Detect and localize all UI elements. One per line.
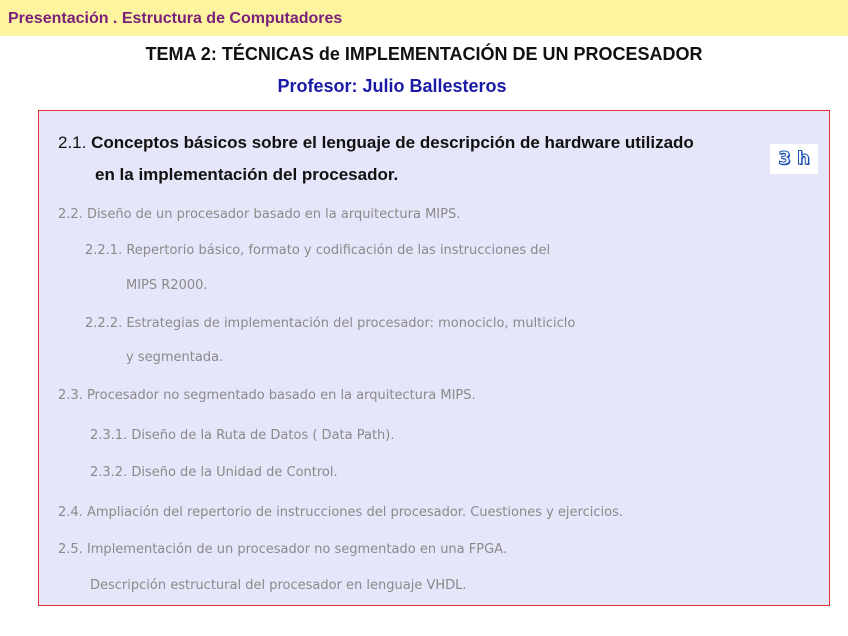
item-2-5-continued: Descripción estructural del procesador en lenguaje VHDL. (90, 578, 467, 593)
item-2-2-1-continued: MIPS R2000. (126, 278, 208, 293)
item-2-3-2: 2.3.2. Diseño de la Unidad de Control. (90, 465, 338, 480)
item-2-2-2-continued: y segmentada. (126, 350, 224, 365)
item-2-1-continued: en la implementación del procesador. (95, 165, 399, 184)
item-2-4: 2.4. Ampliación del repertorio de instrucciones del procesador. Cuestiones y ejercicios. (58, 505, 623, 520)
item-2-5: 2.5. Implementación de un procesador no segmentado en una FPGA. (58, 542, 507, 557)
professor-label: Profesor: Julio Ballesteros (277, 76, 507, 96)
item-2-1-text: Conceptos básicos sobre el lenguaje de descripción de hardware utilizado (91, 133, 694, 152)
item-2-2-1: 2.2.1. Repertorio básico, formato y codificación de las instrucciones del (85, 243, 551, 258)
item-2-2-2: 2.2.2. Estrategias de implementación del procesador: monociclo, multiciclo (85, 316, 576, 331)
item-2-1-number: 2.1. (58, 133, 87, 152)
slide-title: TEMA 2: TÉCNICAS de IMPLEMENTACIÓN DE UN PROCESADOR (145, 44, 703, 64)
item-2-3-1: 2.3.1. Diseño de la Ruta de Datos ( Data Path). (90, 428, 395, 443)
hours-badge: 3 h (770, 144, 818, 174)
header-bar (0, 0, 848, 36)
item-2-1 (58, 133, 694, 153)
item-2-2: 2.2. Diseño de un procesador basado en la arquitectura MIPS. (58, 207, 461, 222)
professor-name (0, 76, 784, 97)
presentation-header: Presentación . Estructura de Computadores (8, 10, 343, 27)
item-2-3: 2.3. Procesador no segmentado basado en la arquitectura MIPS. (58, 388, 476, 403)
